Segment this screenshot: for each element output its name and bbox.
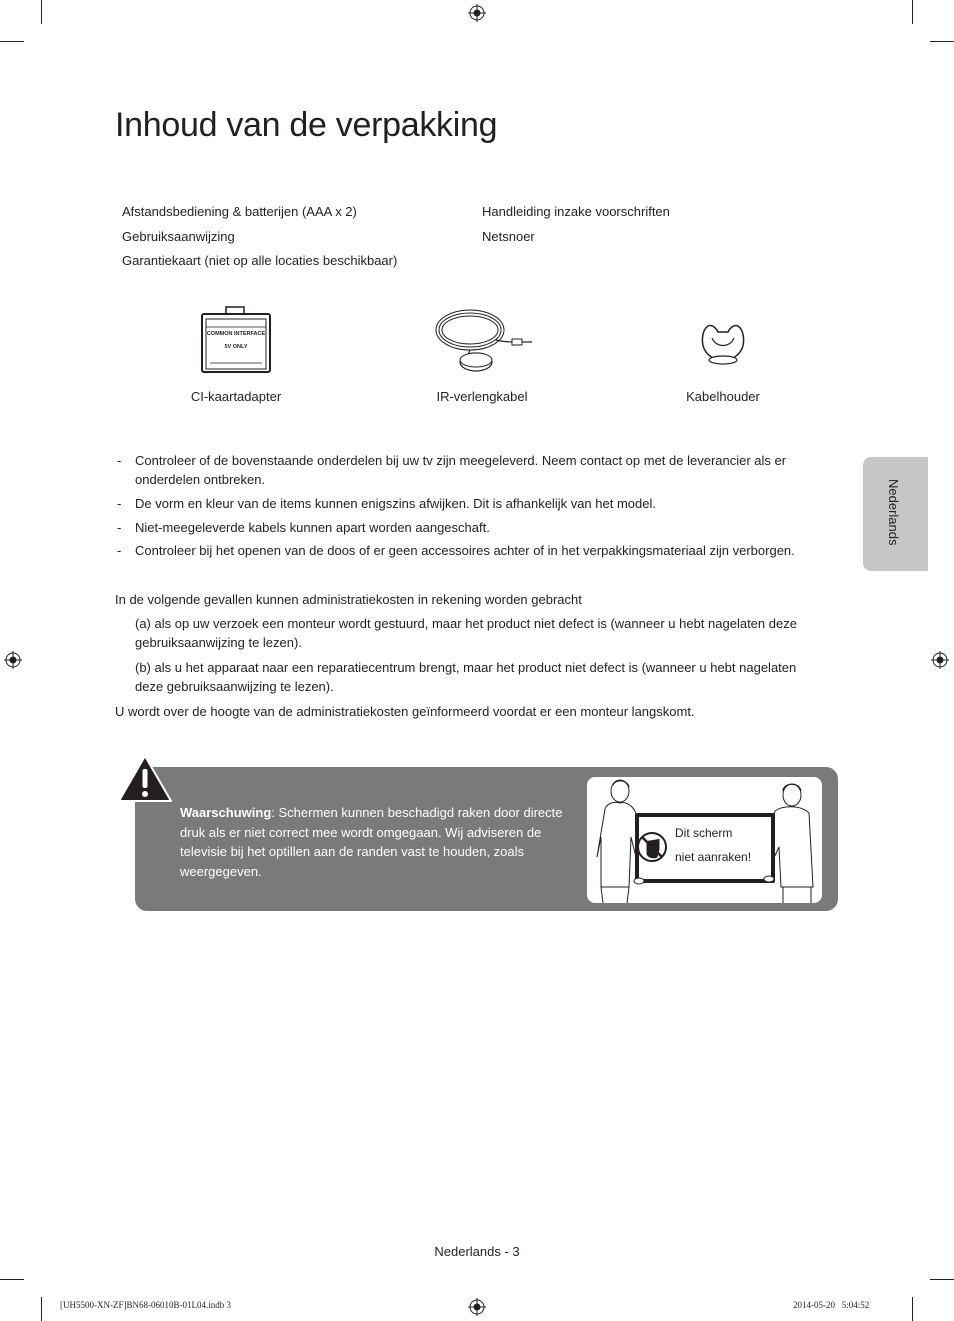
page-title: Inhoud van de verpakking [115,106,498,144]
crop-mark [0,41,24,42]
warning-triangle-icon [117,754,173,804]
ci-card-adapter-icon [198,305,274,375]
cable-holder-icon [698,318,748,368]
crop-mark [0,1279,24,1280]
imprint-right: 2014-05-20 5:04:52 [793,1300,870,1310]
people-holding-tv-illustration [587,777,822,903]
note-bullet: - [117,453,122,468]
note-bullet: - [117,496,122,511]
registration-mark-icon [931,651,949,669]
note-bullet: - [117,520,122,535]
note-text: Controleer bij het openen van de doos of er geen accessoires achter of in het verpakkingsmateriaal zijn verborgen. [135,543,795,558]
admin-intro: In de volgende gevallen kunnen administratiekosten in rekening worden gebracht [115,592,582,607]
note-bullet: - [117,543,122,558]
warning-text [180,803,575,881]
ci-label-line2: 5V ONLY [224,344,248,350]
page-footer: Nederlands - 3 [434,1244,520,1259]
crop-mark [930,41,954,42]
contents-item: Gebruiksaanwijzing [122,229,235,244]
registration-mark-icon [468,4,486,22]
admin-case-a: (a) als op uw verzoek een monteur wordt gestuurd, maar het product niet defect is (wanneer u hebt nagelaten deze gebruiksaanwijzing te lezen). [135,616,797,650]
admin-case-b: (b) als u het apparaat naar een reparatiecentrum brengt, maar het product niet defect is (wanneer u hebt nagelaten deze gebruiksaanwijzing te lezen). [135,660,797,694]
figure-caption: CI-kaartadapter [190,389,282,404]
registration-mark-icon [468,1298,486,1316]
note-item [115,494,825,513]
contents-item: Handleiding inzake voorschriften [482,204,670,219]
note-item [115,451,825,489]
ir-extension-cable-icon [434,304,534,376]
crop-mark [930,1279,954,1280]
figure-caption: IR-verlengkabel [436,389,528,404]
screen-text-line2: niet aanraken! [675,850,752,864]
note-text: De vorm en kleur van de items kunnen enigszins afwijken. Dit is afhankelijk van het model. [135,496,656,511]
warning-body: : Schermen kunnen beschadigd raken door directe druk als er niet correct mee wordt omgegaan. Wij adviseren de televisie bij het optillen aan de randen vast te houden, zoals weergegeven. [180,805,563,879]
contents-item: Netsnoer [482,229,535,244]
warning-label: Waarschuwing [180,805,272,820]
contents-item: Afstandsbediening & batterijen (AAA x 2) [122,204,357,219]
ci-label-line1: COMMON INTERFACE [206,331,266,337]
crop-mark [41,0,42,24]
language-side-tab [863,457,928,571]
registration-mark-icon [4,651,22,669]
figure-caption: Kabelhouder [686,389,760,404]
contents-item: Garantiekaart (niet op alle locaties beschikbaar) [122,253,398,268]
note-text: Controleer of de bovenstaande onderdelen bij uw tv zijn meegeleverd. Neem contact op met de leverancier als er onderdelen ontbreken. [135,453,787,487]
screen-text-line1: Dit scherm [675,826,733,840]
crop-mark [912,1297,913,1321]
note-item [115,541,825,560]
note-item [115,518,825,537]
crop-mark [41,1297,42,1321]
note-text: Niet-meegeleverde kabels kunnen apart worden aangeschaft. [135,520,490,535]
warning-illustration [587,777,822,903]
imprint-left: [UH5500-XN-ZF]BN68-06010B-01L04.indb 3 [60,1300,231,1310]
admin-outro: U wordt over de hoogte van de administratiekosten geïnformeerd voordat er een monteur langskomt. [115,704,695,719]
crop-mark [912,0,913,24]
side-tab-label: Nederlands [886,479,901,546]
